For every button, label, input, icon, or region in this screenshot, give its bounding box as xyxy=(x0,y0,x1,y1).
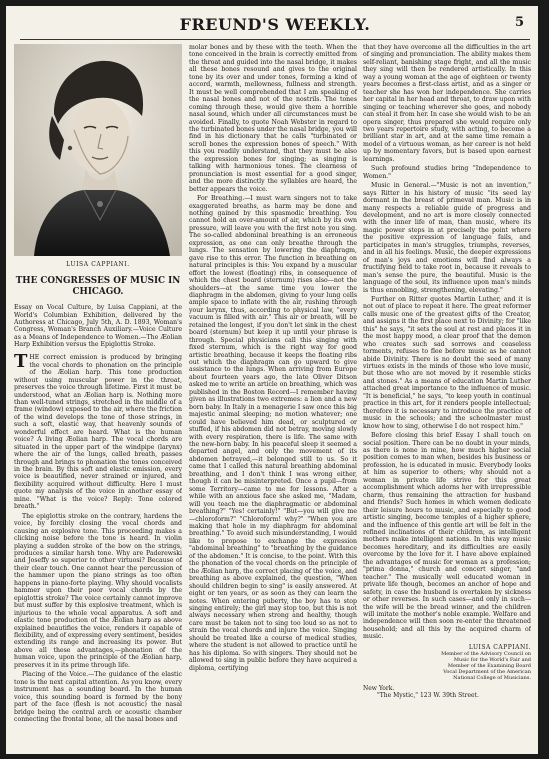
author-signature: LUISA CAPPIANI. xyxy=(468,643,531,651)
article-paragraph: Placing of the Voice.—The guidance of the elastic tone is the next capital attention. As you know, every instrument has a sounding board. In the human voice, this sounding board is formed by the bony part of the face (flesh is not acoustic) the nasal bridge being the central arch or acoustic chamber connecting the frontal bone, all the nasal bones and xyxy=(14,671,182,723)
author-title-line: Music for the World's Fair and xyxy=(453,657,531,664)
portrait-illustration xyxy=(14,44,182,256)
column-1 xyxy=(14,44,182,748)
author-title-line: Member of the Examining Board xyxy=(447,663,531,670)
article-paragraph: Before closing this brief Essay I shall touch on social position. There can be no doubt in your minds, as there is none in mine, how much higher social position comes to man when, besides his business or profession, he is educated in music. Everybody looks at him as superior to others; why should not a woman in private life strive for this great accomplishment which adorns her with irrepressible charm, thus remaining the attraction for husband and friends? Such homes in which women dedicate their leisure hours to music, and especially to good artistic singing, become temples of a higher sphere, and the influence of this gentle art will be felt in the refined inclinations of their children, as intelligent mothers make intelligent nations. In this way music becomes hereditary, and its difficulties are easily overcome by the love for it. I have above explained the advantages of music for woman as a profession; "prima donna," church and concert singer, "and teacher." The musically well educated woman in private life though, becomes an anchor of hope and safety, in case the husband is overtaken by sickness or other reverses. In such cases—and only in such—the wife will be the bread winner, and the children will imitate the mother's noble example. Welfare and independence will then soon re-enter the threatened household; and all this by the acquired charm of music. xyxy=(363,432,531,641)
newspaper-page xyxy=(6,6,538,754)
portrait-caption: LUISA CAPPIANI. xyxy=(66,261,130,268)
article-heading: THE CONGRESSES OF MUSIC IN CHICAGO. xyxy=(15,276,181,298)
paragraph-text: HE correct emission is produced by bringing the vocal chords to phonation on the principle of the Æolian harp. This tone production without using muscular power in the throat, preserves the voice through lifetime. First it must be understood, what an Æolian harp is. Nothing more than well-tuned strings, stretched in the middle of a frame (window) exposed to the air, where the friction of the wind develops the tone of those strings, in such a soft, elastic way, that heavenly sounds of wonderful effect are heard. What is the human voice? A living Æolian harp. The vocal chords are situated in the upper part of the windpipe (larynx) where the air of the lungs, called breath, passes through and brings to phonation the tones conceived in the brain. By this soft and elastic emission, every voice is beautified, never strained or injured, and flexibility acquired without difficulty. Here I must quote my analysis of the voice in another essay of mine. "What is the voice? Reply: Tone colored breath." xyxy=(14,354,182,511)
author-title-line: Vocal Department of the American xyxy=(443,669,531,676)
address-street: "The Mystic," 123 W. 39th Street. xyxy=(377,692,479,700)
author-title-line: Member of the Advisory Council on xyxy=(441,651,531,658)
header-rule xyxy=(20,39,530,40)
article-paragraph xyxy=(14,351,182,511)
article-paragraph: The epiglottis stroke on the contrary, hardens the voice, by forcibly closing the vocal chords and causing an explosive tone. This proceeding makes a clicking noise before the tone is heard. In violin playing a sudden stroke of the bow on the strings, produces a similar harsh tone. Why are Paderewski and Joseffy so superior to other virtuosi? Because of their clear touch. One cannot hear the percussion of the hammer upon the piano strings as too often happens in piano-forte playing. Why should vocalists hammer upon their poor vocal chords by the epiglottis stroke? The voice certainly cannot improve but must suffer by this explosive treatment, which is injurious to the whole vocal apparatus. A soft and elastic tone production of the Æolian harp as above explained beautifies the voice, renders it capable of flexibility, and of expressing every sentiment, besides extending its range and increasing its power. But above all these advantages,—phonation of the human voice, upon the principle of the Æolian harp, preserves it in its prime through life. xyxy=(14,512,182,669)
column-2 xyxy=(189,44,357,748)
drop-cap: T xyxy=(14,351,28,373)
address-city: New York. xyxy=(363,685,395,693)
page-number: 5 xyxy=(514,15,524,30)
article-paragraph: Such profound studies bring "Independence to Women." xyxy=(363,165,531,180)
article-paragraph: For Breathing.—I must warn singers not to take exaggerated breaths, as harm may be done and nothing gained by this spasmodic breathing. You cannot hold an over-amount of air, which by its own pressure, will leave you with the first note you sing. The so-called abdominal breathing is an erroneous expression, as one can only breathe through the lungs. The sensation by lowering the diaphragm, gave rise to this error. The function in breathing on natural principles is this: You expand by a muscular effort the lowest (floating) ribs, in consequence of which the chest board (sternum) rises also—not the shoulders—at the same time you lower the diaphragm in the abdomen, giving to your lung cells ample space to inflate with the air, rushing through your larynx, thus, according to physical law, "every vacuum is filled with air." This air or breath, will be retained the longest, if you don't let sink in the chest board (sternum) but keep it up until your phrase is through. Special physicians call this singing with fixed sternum, which is the right way for good artistic breathing, because it keeps the floating ribs out which the diaphragm can go upward to give assistance to the lungs. When arriving from Europe about fourteen years ago, the late Oliver Ditson asked me to write an article on breathing, which was published in the Boston Record—I remember having given as illustrations two extremes: a lion and a new born baby. In Italy in a menagerie I saw once this big majestic animal sleeping; no motion whatever; one could have believed him dead, or sculptured or stuffed, if his abdomen did not betray, moving slowly with every respiration, there is life. The same with the new-born baby. In his peaceful sleep it seemed a departed angel, and only the movement of its abdomen betrayed,—it belonged still to us. So it came that I called this natural breathing abdominal breathing, and I don't think I was wrong either, though it can be misinterpreted. Once a pupil—from some Territory—came to me for lessons. After a while with an anxious face she asked me, "Madam, will you teach me the diaphragmatic or abdominal breathing?" "Yes! certainly!" "But—you will give me—chloroform?" "Chloroform! why?" "When you are making that hole in my diaphragm for abdominal breathing." To avoid such misunderstanding, I would like to propose to exchange the expression "abdominal breathing" to "breathing by the guidance of the abdomen." It is concise, to the point. With this the phonation of the vocal chords on the principle of the Æolian harp, the correct placing of the voice, and breathing as above explained, the question, "When should children begin to sing" is easily answered. At eight or ten years, or as soon as they can learn the notes. When entering puberty, the boy has to stop singing entirely; the girl may stop too, but this is not always necessary when strong and healthy, though care must be taken not to sing too loud so as not to strain the vocal chords and injure the voice. Singing should be treated like a course of medical studies, where the student is not allowed to practice until he has his diploma. So with singers. They should not be allowed to sing in public before they have acquired a diploma, certifying xyxy=(189,195,357,672)
article-paragraph: that they have overcome all the difficulties in the art of singing and pronunciation. The ability makes them self-reliant, banishing stage fright, and all the music they sing will then be rendered artistically. In this way a young woman at the age of eighteen or twenty years becomes a first-class artist, and as a singer or teacher she has won her independence. She carries her capital in her head and throat, to draw upon with singing or teaching wherever she goes, and nobody can steal it from her. In case she would wish to be an opera singer, thus prepared she would require only two years repertoire study, with acting, to become a brilliant star in art, and at the same time remain a model of a virtuous woman, as her career is not held up by momentary favors, but is based upon earnest learnings. xyxy=(363,44,531,163)
column-3 xyxy=(363,44,531,748)
page-header xyxy=(20,6,530,42)
author-address xyxy=(363,685,531,699)
publication-title: FREUND'S WEEKLY. xyxy=(179,15,371,34)
article-paragraph: Further on Ritter quotes Martin Luther, and it is not out of place to repeat it here. The great reformer calls music one of the greatest gifts of the Creator, and assigns it the first place next to Divinity; for "like this" he says, "it sets the soul at rest and places it in the most happy mood, a clear proof that the demon who creates such sad sorrows and ceaseless torments, refuses to flee before music as he cannot abide Divinity. There is no doubt the seed of many virtues exists in the minds of those who love music, but those who are not moved by it resemble sticks and stones." As a means of education Martin Luther attached great importance to the influence of music. "It is beneficial," he says, "to keep youth in continual practice in this art, for it renders people intellectual; therefore it is necessary to introduce the practice of music in the schools; and the schoolmaster must know how to sing, otherwise I do not respect him." xyxy=(363,295,531,430)
article-subheading: Essay on Vocal Culture, by Luisa Cappiani, at the World's Columbian Exhibition, delivered by the Authoress at Chicago, July 5th, A. D. 1893, Woman's Congress, Woman's Branch Auxiliary.—Voice Culture as a Means of Independence to Women.—The Æolian Harp Exhibition versus the Epiglottis Stroke. xyxy=(14,304,182,348)
article-paragraph: Music in General.—"Music is not an invention," says Ritter in his history of music "its seed lay dormant in the breast of primeval man. Music is in many respects a reliable guide of progress and development, and no art is more closely connected with the inner life of man, than music, where its magic power steps in at precisely the point where the positive expression of language fails, and participates in man's struggles, triumphs, reverses, and in all his feelings. Music, the deeper expressions of man's joys and emotions will find always a fructifying field to take root in, because it reveals to man's sense the pure, the beautiful. Music is the language of the soul, its influence upon man's minds is thus ennobling, strengthening, elevating." xyxy=(363,182,531,294)
article-paragraph: molar bones and by these with the teeth. When the tone conceived in the brain is correctly emitted from the throat and guided into the nasal bridge, it makes all these bones resound and gives to the original tone by its over and under tones, forming a kind of accord, warmth, mellowness, fullness and strength. It must be well comprehended that I am speaking of the nasal bones and not of the nostrils. The tones coming through these, would give them a horrible nasal sound, which under all circumstances must be avoided. Finally, to quote Noah Webster in regard to the turbinated bones under the nasal bridge, you will find in his dictionary that he calls "turbinated or scroll bones the expression bones of speech." With this you readily understand, that they must be also the expression bones for singing; as singing is talking with harmonious tones. The clearness of pronunciation is most essential for a good singer, and the more distinctly the syllables are heard, the better appears the voice. xyxy=(189,44,357,193)
author-title-line: National College of Musicians. xyxy=(453,675,531,682)
portrait-image xyxy=(14,44,182,256)
